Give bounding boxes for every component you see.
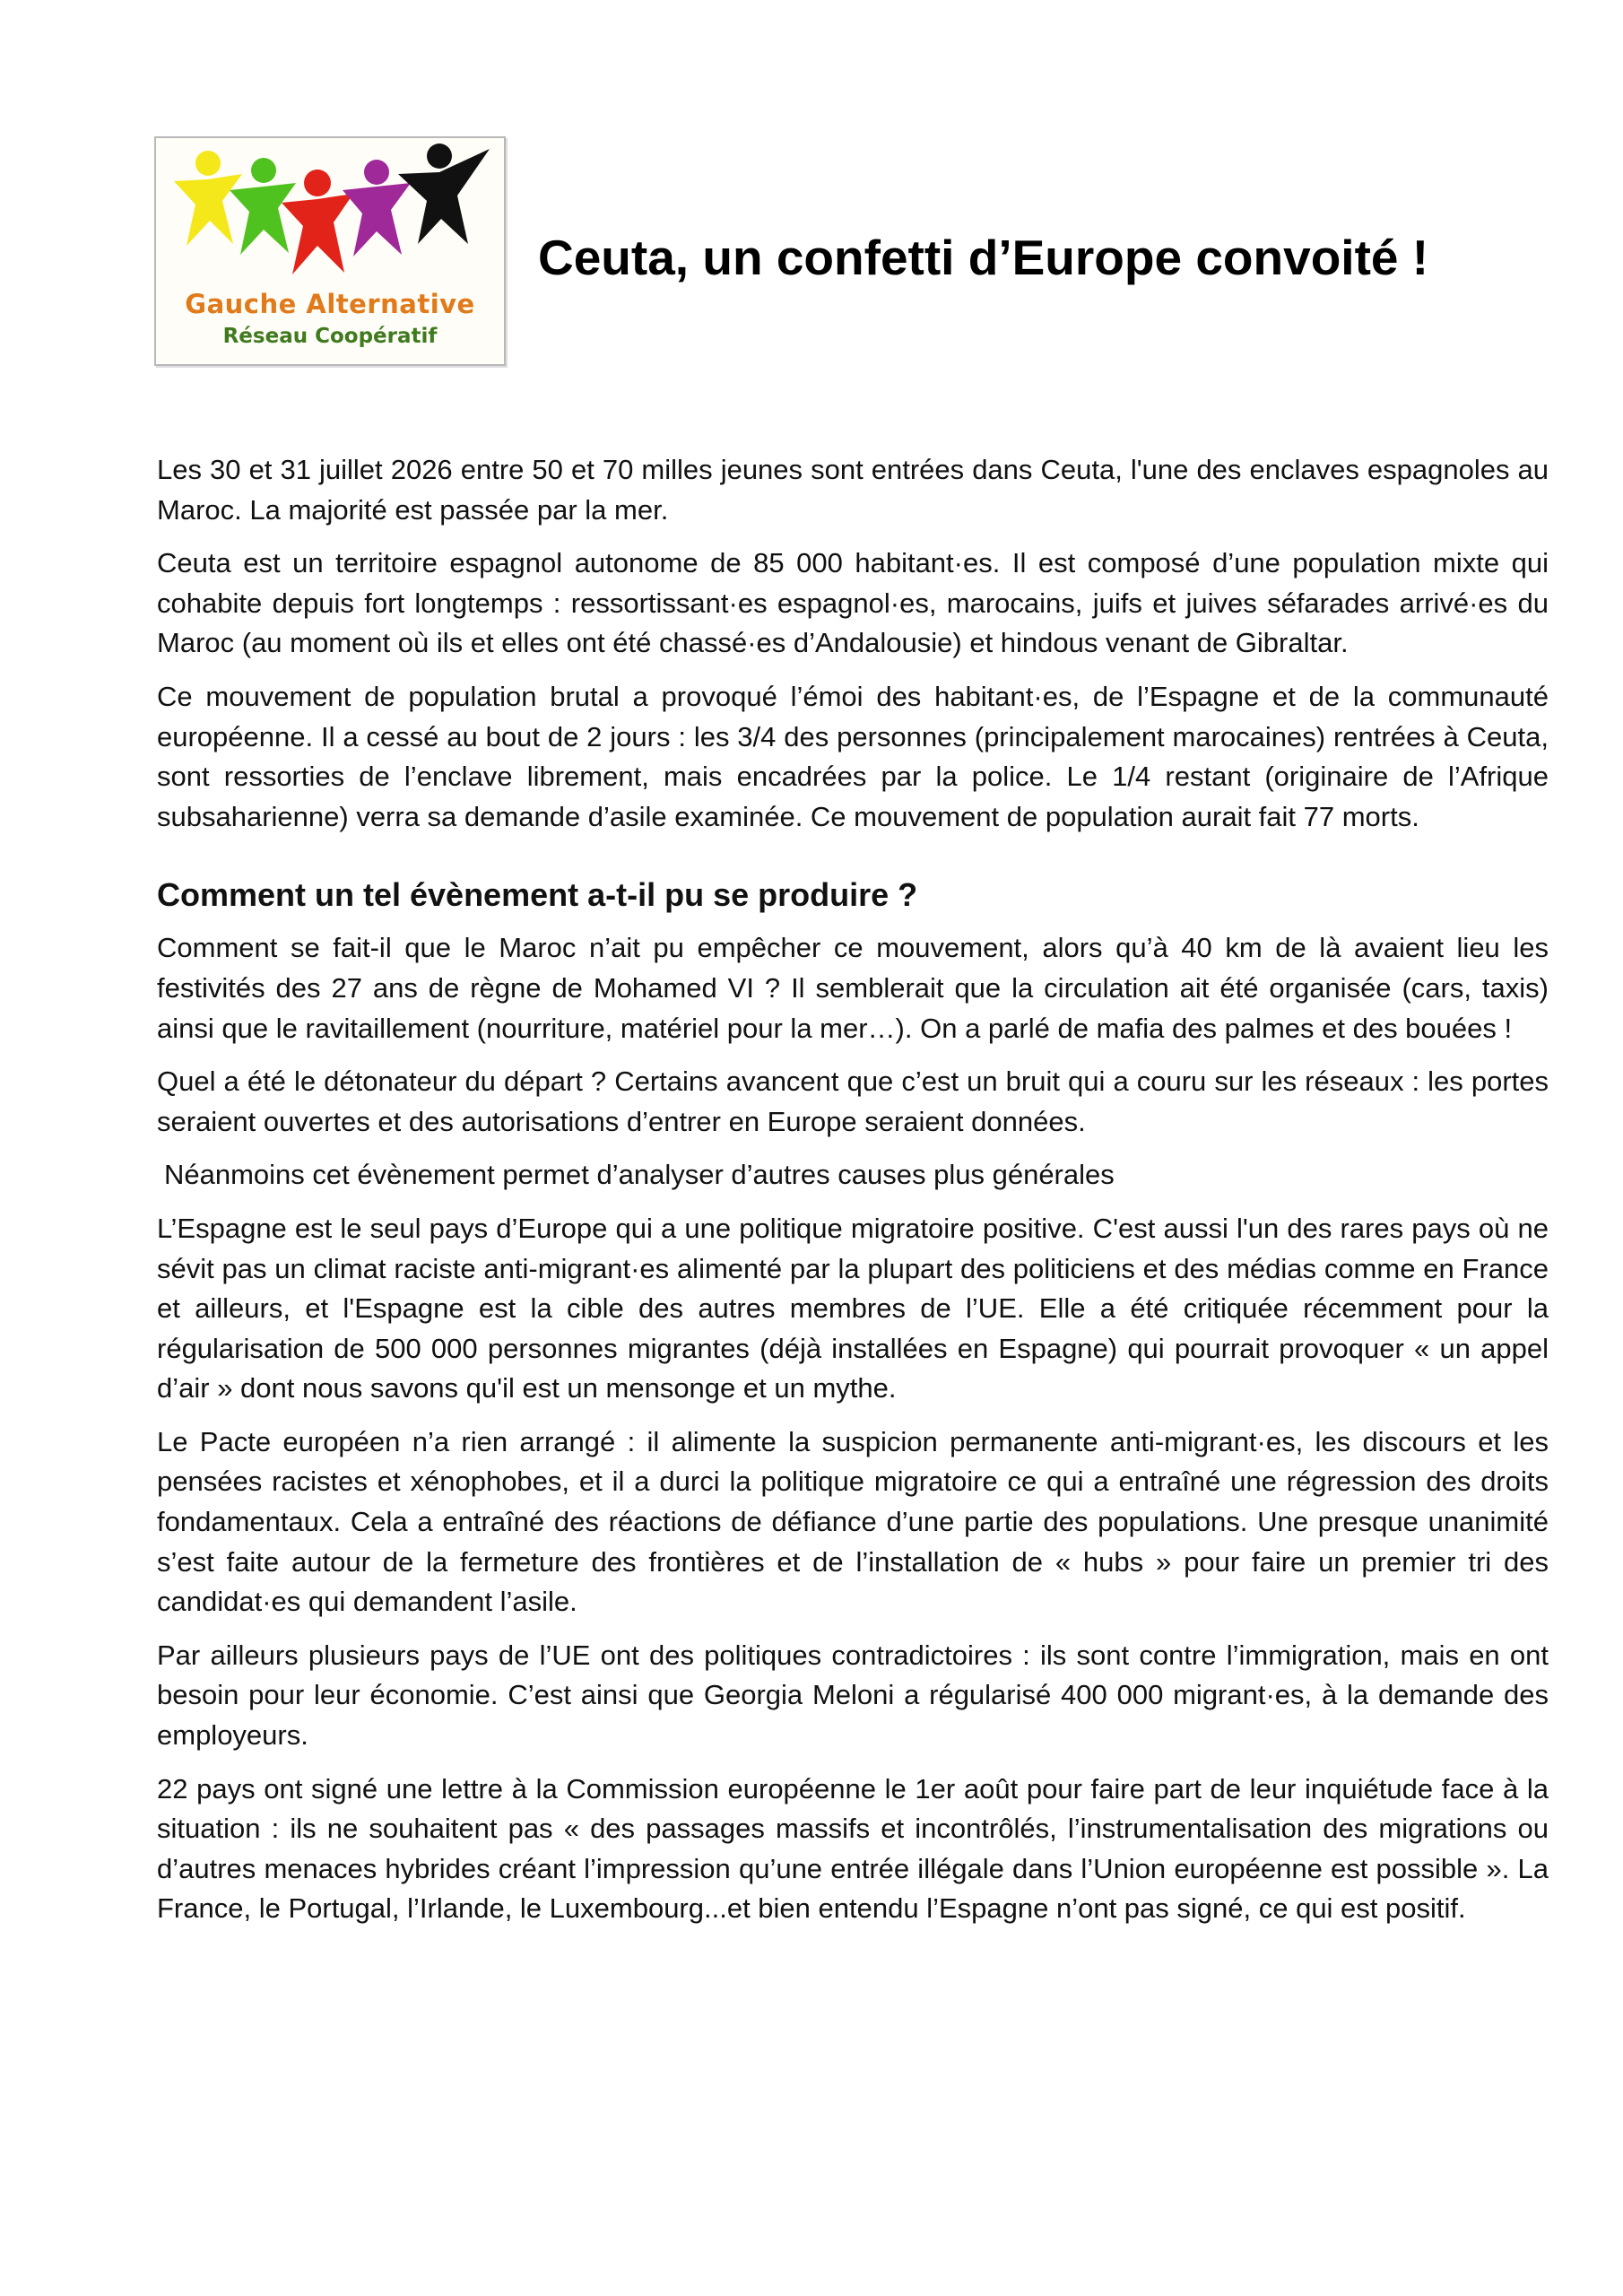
figure-yellow-icon xyxy=(174,151,242,246)
section-heading: Comment un tel évènement a-t-il pu se produire ? xyxy=(157,876,918,914)
page-title: Ceuta, un confetti d’Europe convoité ! xyxy=(538,230,1429,285)
section-paragraph: Comment se fait-il que le Maroc n’ait pu empêcher ce mouvement, alors qu’à 40 km de là avaient lieu les festivités des 27 ans de règne de Mohamed VI ? Il semblerait que la circulation ait été organisée (cars, taxis) ainsi que le ravitaillement (nourriture, matériel pour la mer…). On a parlé de mafia des palmes et des bouées ! xyxy=(157,932,1549,1044)
intro-paragraph: Ce mouvement de population brutal a provoqué l’émoi des habitant·es, de l’Espagne et de la communauté européenne. Il a cessé au bout de 2 jours : les 3/4 des personnes (principalement marocaines) rentrées à Ceuta, sont ressorties de l’enclave librement, mais encadrées par la police. Le 1/4 restant (originaire de l’Afrique subsaharienne) verra sa demande d’asile examinée. Ce mouvement de population aurait fait 77 morts. xyxy=(157,680,1549,832)
section-paragraph: L’Espagne est le seul pays d’Europe qui a une politique migratoire positive. C'est aussi l'un des rares pays où ne sévit pas un climat raciste anti-migrant·es alimenté par la plupart des politiciens et des médias comme en France et ailleurs, et l'Espagne est la cible des autres membres de l’UE. Elle a été critiquée récemment pour la régularisation de 500 000 personnes migrantes (déjà installées en Espagne) qui pourrait provoquer « un appel d’air » dont nous savons qu'il est un mensonge et un mythe. xyxy=(157,1212,1549,1405)
logo xyxy=(154,136,506,366)
intro-paragraph: Ceuta est un territoire espagnol autonome de 85 000 habitant·es. Il est composé d’une population mixte qui cohabite depuis fort longtemps : ressortissant·es espagnol·es, marocains, juifs et juives séfarades arrivé·es du Maroc (au moment où ils et elles ont été chassé·es d’Andalousie) et hindous venant de Gibraltar. xyxy=(157,547,1549,659)
people-figures-icon xyxy=(156,138,504,282)
logo-text-primary: Gauche Alternative xyxy=(185,289,475,319)
section-paragraph: Le Pacte européen n’a rien arrangé : il alimente la suspicion permanente anti-migrant·es, les discours et les pensées racistes et xénophobes, et il a durci la politique migratoire ce qui a entraîné une régression des droits fondamentaux. Cela a entraîné des réactions de défiance d’une partie des populations. Une presque unanimité s’est faite autour de la fermeture des frontières et de l’installation de « hubs » pour faire un premier tri des candidat·es qui demandent l’asile. xyxy=(157,1425,1549,1618)
logo-text-secondary: Réseau Coopératif xyxy=(222,325,438,348)
figure-black-icon xyxy=(398,144,490,244)
intro-paragraph: Les 30 et 31 juillet 2026 entre 50 et 70 milles jeunes sont entrées dans Ceuta, l'une des enclaves espagnoles au Maroc. La majorité est passée par la mer. xyxy=(157,454,1549,526)
section-paragraph: Par ailleurs plusieurs pays de l’UE ont des politiques contradictoires : ils sont contre l’immigration, mais en ont besoin pour leur économie. C’est ainsi que Georgia Meloni a régularisé 400 000 migrant·es, à la demande des employeurs. xyxy=(157,1639,1549,1752)
section-paragraph: Néanmoins cet évènement permet d’analyser d’autres causes plus générales xyxy=(164,1159,1115,1191)
article-body xyxy=(157,450,1549,1943)
section-paragraph: Quel a été le détonateur du départ ? Certains avancent que c’est un bruit qui a couru sur les réseaux : les portes seraient ouvertes et des autorisations d’entrer en Europe seraient données. xyxy=(157,1065,1549,1137)
section-paragraph: 22 pays ont signé une lettre à la Commission européenne le 1er août pour faire part de leur inquiétude face à la situation : ils ne souhaitent pas « des passages massifs et incontrôlés, l’instrumentalisation des migrations ou d’autres menaces hybrides créant l’impression qu’une entrée illégale dans l’Union européenne est possible ». La France, le Portugal, l’Irlande, le Luxembourg...et bien entendu l’Espagne n’ont pas signé, ce qui est positif. xyxy=(157,1772,1549,1925)
